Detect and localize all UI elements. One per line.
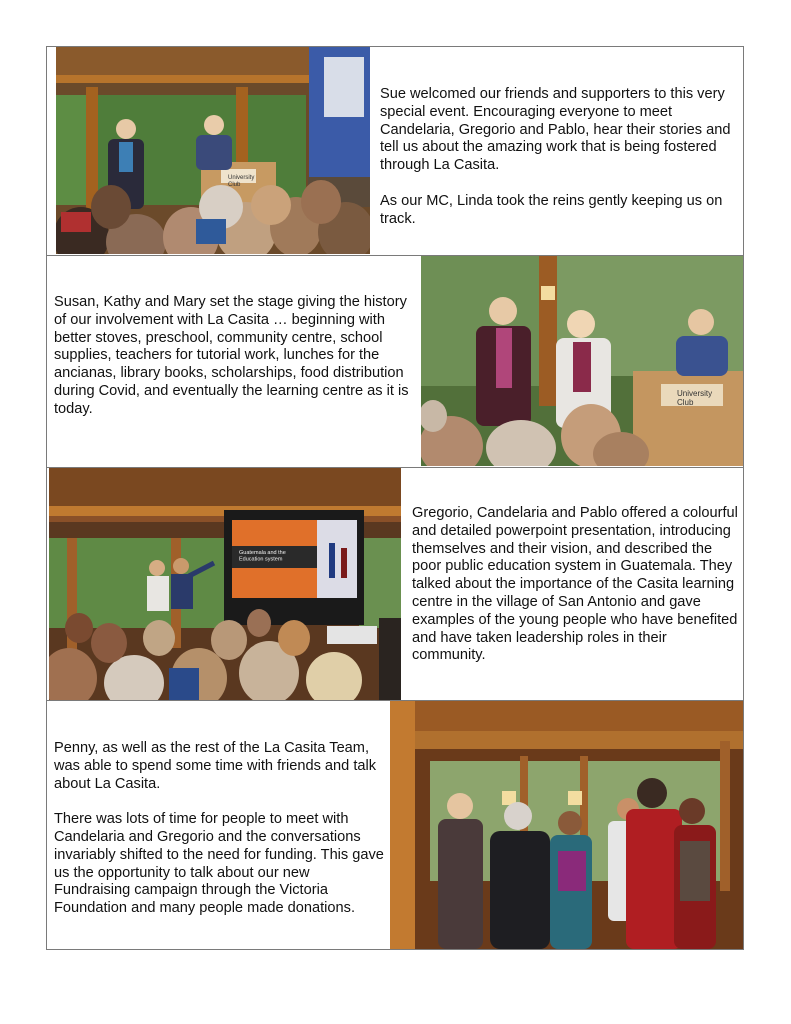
photo-mingling (390, 701, 743, 949)
section-text: Penny, as well as the rest of the La Casita Team, was able to spend some time with friends and talk about La Casita. There was lots of time for people to meet with Candelaria and Gregorio and the conversations invariably shifted to the need for funding. This gave us the opportunity to talk about our new Fundraising campaign through the Victoria Foundation and many people made donations. (54, 740, 384, 917)
photo-history-speakers (421, 256, 743, 466)
section-text: Susan, Kathy and Mary set the stage giving the history of our involvement with La Casita … beginning with better stoves, preschool, community centre, school supplies, teachers for tutorial work, lunches for the ancianas, library books, scholarships, food distribution during Covid, and eventually the learning centre as it is today. (54, 294, 409, 417)
section-text: Sue welcomed our friends and supporters to this very special event. Encouraging everyone to meet Candelaria, Gregorio and Pablo, hear their stories and tell us about the amazing work that is being fostered through La Casita. As our MC, Linda took the reins gently keeping us on track. (380, 86, 731, 227)
photo-sue-welcome (56, 47, 370, 254)
section-text: Gregorio, Candelaria and Pablo offered a colourful and detailed powerpoint presentation, introducing themselves and their vision, and described the poor public education system in Guatemala. They talked about the importance of the Casita learning centre in the village of San Antonio and gave examples of the young people who have benefited and have taken leadership roles in their community. (412, 505, 738, 664)
podium-label: University Club (677, 389, 713, 408)
podium-label: University Club (228, 175, 255, 188)
slide-title: Guatemala and the Education system (239, 550, 286, 563)
photo-presentation (49, 468, 401, 700)
